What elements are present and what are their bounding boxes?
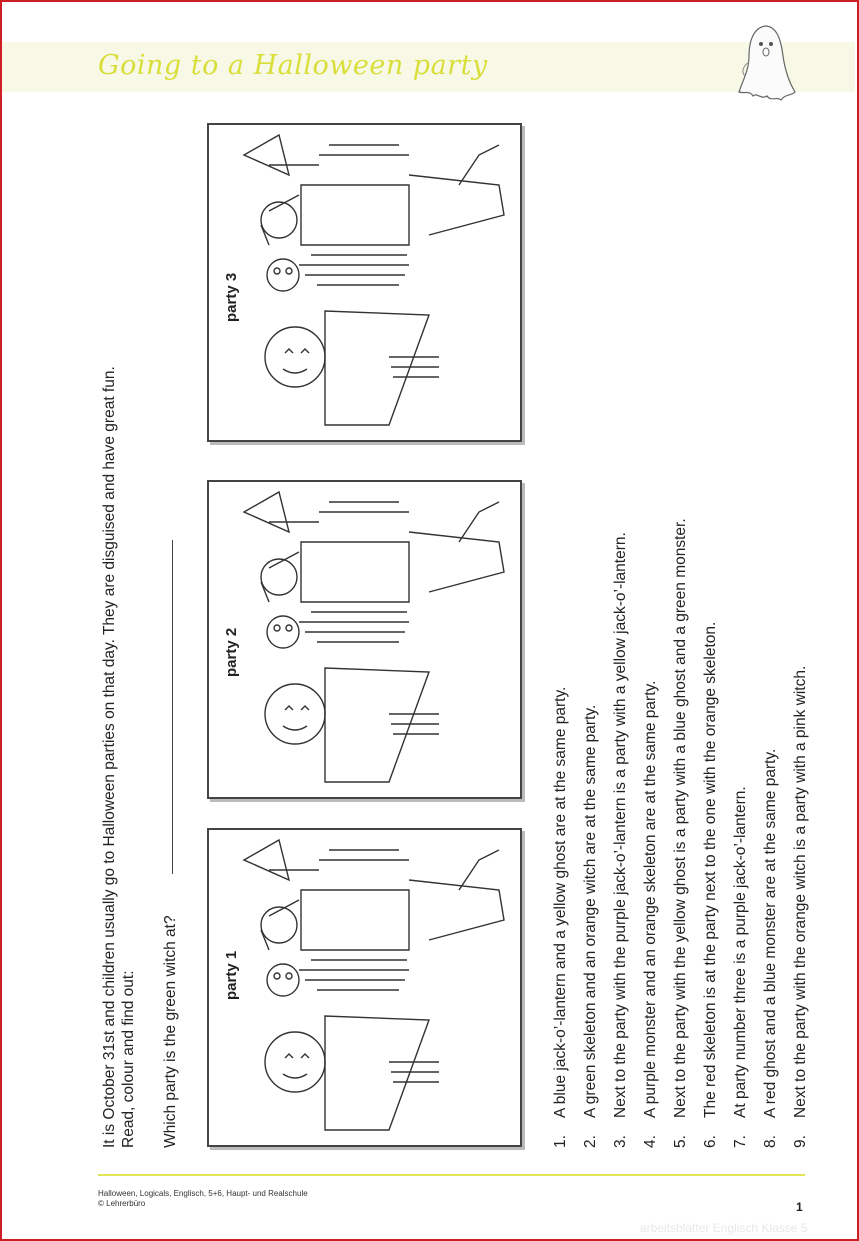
clue-text: A purple monster and an orange skeleton are at the same party. — [642, 680, 659, 1118]
clue-text: A blue jack-o’-lantern and a yellow ghost are at the same party. — [552, 686, 569, 1118]
clue-text: A red ghost and a blue monster are at the same party. — [762, 748, 779, 1118]
clue-number: 4. — [642, 1135, 659, 1148]
clue-text: Next to the party with the yellow ghost is a party with a blue ghost and a green monster. — [672, 518, 689, 1118]
clue-number: 1. — [552, 1135, 569, 1148]
clue-number: 2. — [582, 1135, 599, 1148]
page-number: 1 — [796, 1200, 803, 1214]
footer-line-2: © Lehrerbüro — [98, 1199, 146, 1208]
clue-text: Next to the party with the purple jack-o’-lantern is a party with a yellow jack-o’-lantern. — [612, 532, 629, 1118]
clue-number: 6. — [702, 1135, 719, 1148]
party-panel-2 — [207, 480, 522, 799]
party-2-illustration — [209, 482, 520, 797]
clue-text: A green skeleton and an orange witch are at the same party. — [582, 704, 599, 1118]
clue-5 — [672, 518, 690, 1148]
clue-9 — [792, 666, 810, 1148]
intro-line-2: Read, colour and find out: — [120, 970, 137, 1148]
clue-text: Next to the party with the orange witch is a party with a pink witch. — [792, 665, 809, 1118]
question-text: Which party is the green witch at? — [162, 915, 179, 1148]
intro-line-1: It is October 31st and children usually go to Halloween parties on that day. They are disguised and have great fun. — [101, 366, 118, 1148]
party-3-illustration — [209, 125, 520, 440]
clue-1 — [552, 687, 570, 1148]
clue-2 — [582, 705, 600, 1148]
footer-divider — [98, 1174, 805, 1176]
clue-text: The red skeleton is at the party next to the one with the orange skeleton. — [702, 621, 719, 1118]
clue-number: 7. — [732, 1135, 749, 1148]
party-1-illustration — [209, 830, 520, 1145]
answer-line[interactable] — [172, 540, 173, 874]
party-panel-1 — [207, 828, 522, 1147]
footer-line-1: Halloween, Logicals, Englisch, 5+6, Haupt- und Realschule — [98, 1189, 308, 1198]
ghost-icon — [735, 22, 799, 106]
clue-number: 8. — [762, 1135, 779, 1148]
clue-number: 3. — [612, 1135, 629, 1148]
clue-7 — [732, 786, 750, 1148]
party-panel-3 — [207, 123, 522, 442]
party-3-label: party 3 — [223, 272, 240, 322]
clue-text: At party number three is a purple jack-o’-lantern. — [732, 786, 749, 1118]
clue-4 — [642, 681, 660, 1148]
clue-number: 9. — [792, 1135, 809, 1148]
page-title: Going to a Halloween party — [98, 50, 488, 81]
intro-text — [100, 366, 138, 1148]
clue-6 — [702, 622, 720, 1148]
clue-number: 5. — [672, 1135, 689, 1148]
footer — [98, 1189, 308, 1209]
watermark: arbeitsblätter Englisch Klasse 5 — [640, 1221, 808, 1235]
clue-3 — [612, 532, 630, 1148]
party-2-label: party 2 — [223, 627, 240, 677]
clue-8 — [762, 749, 780, 1148]
party-1-label: party 1 — [223, 950, 240, 1000]
